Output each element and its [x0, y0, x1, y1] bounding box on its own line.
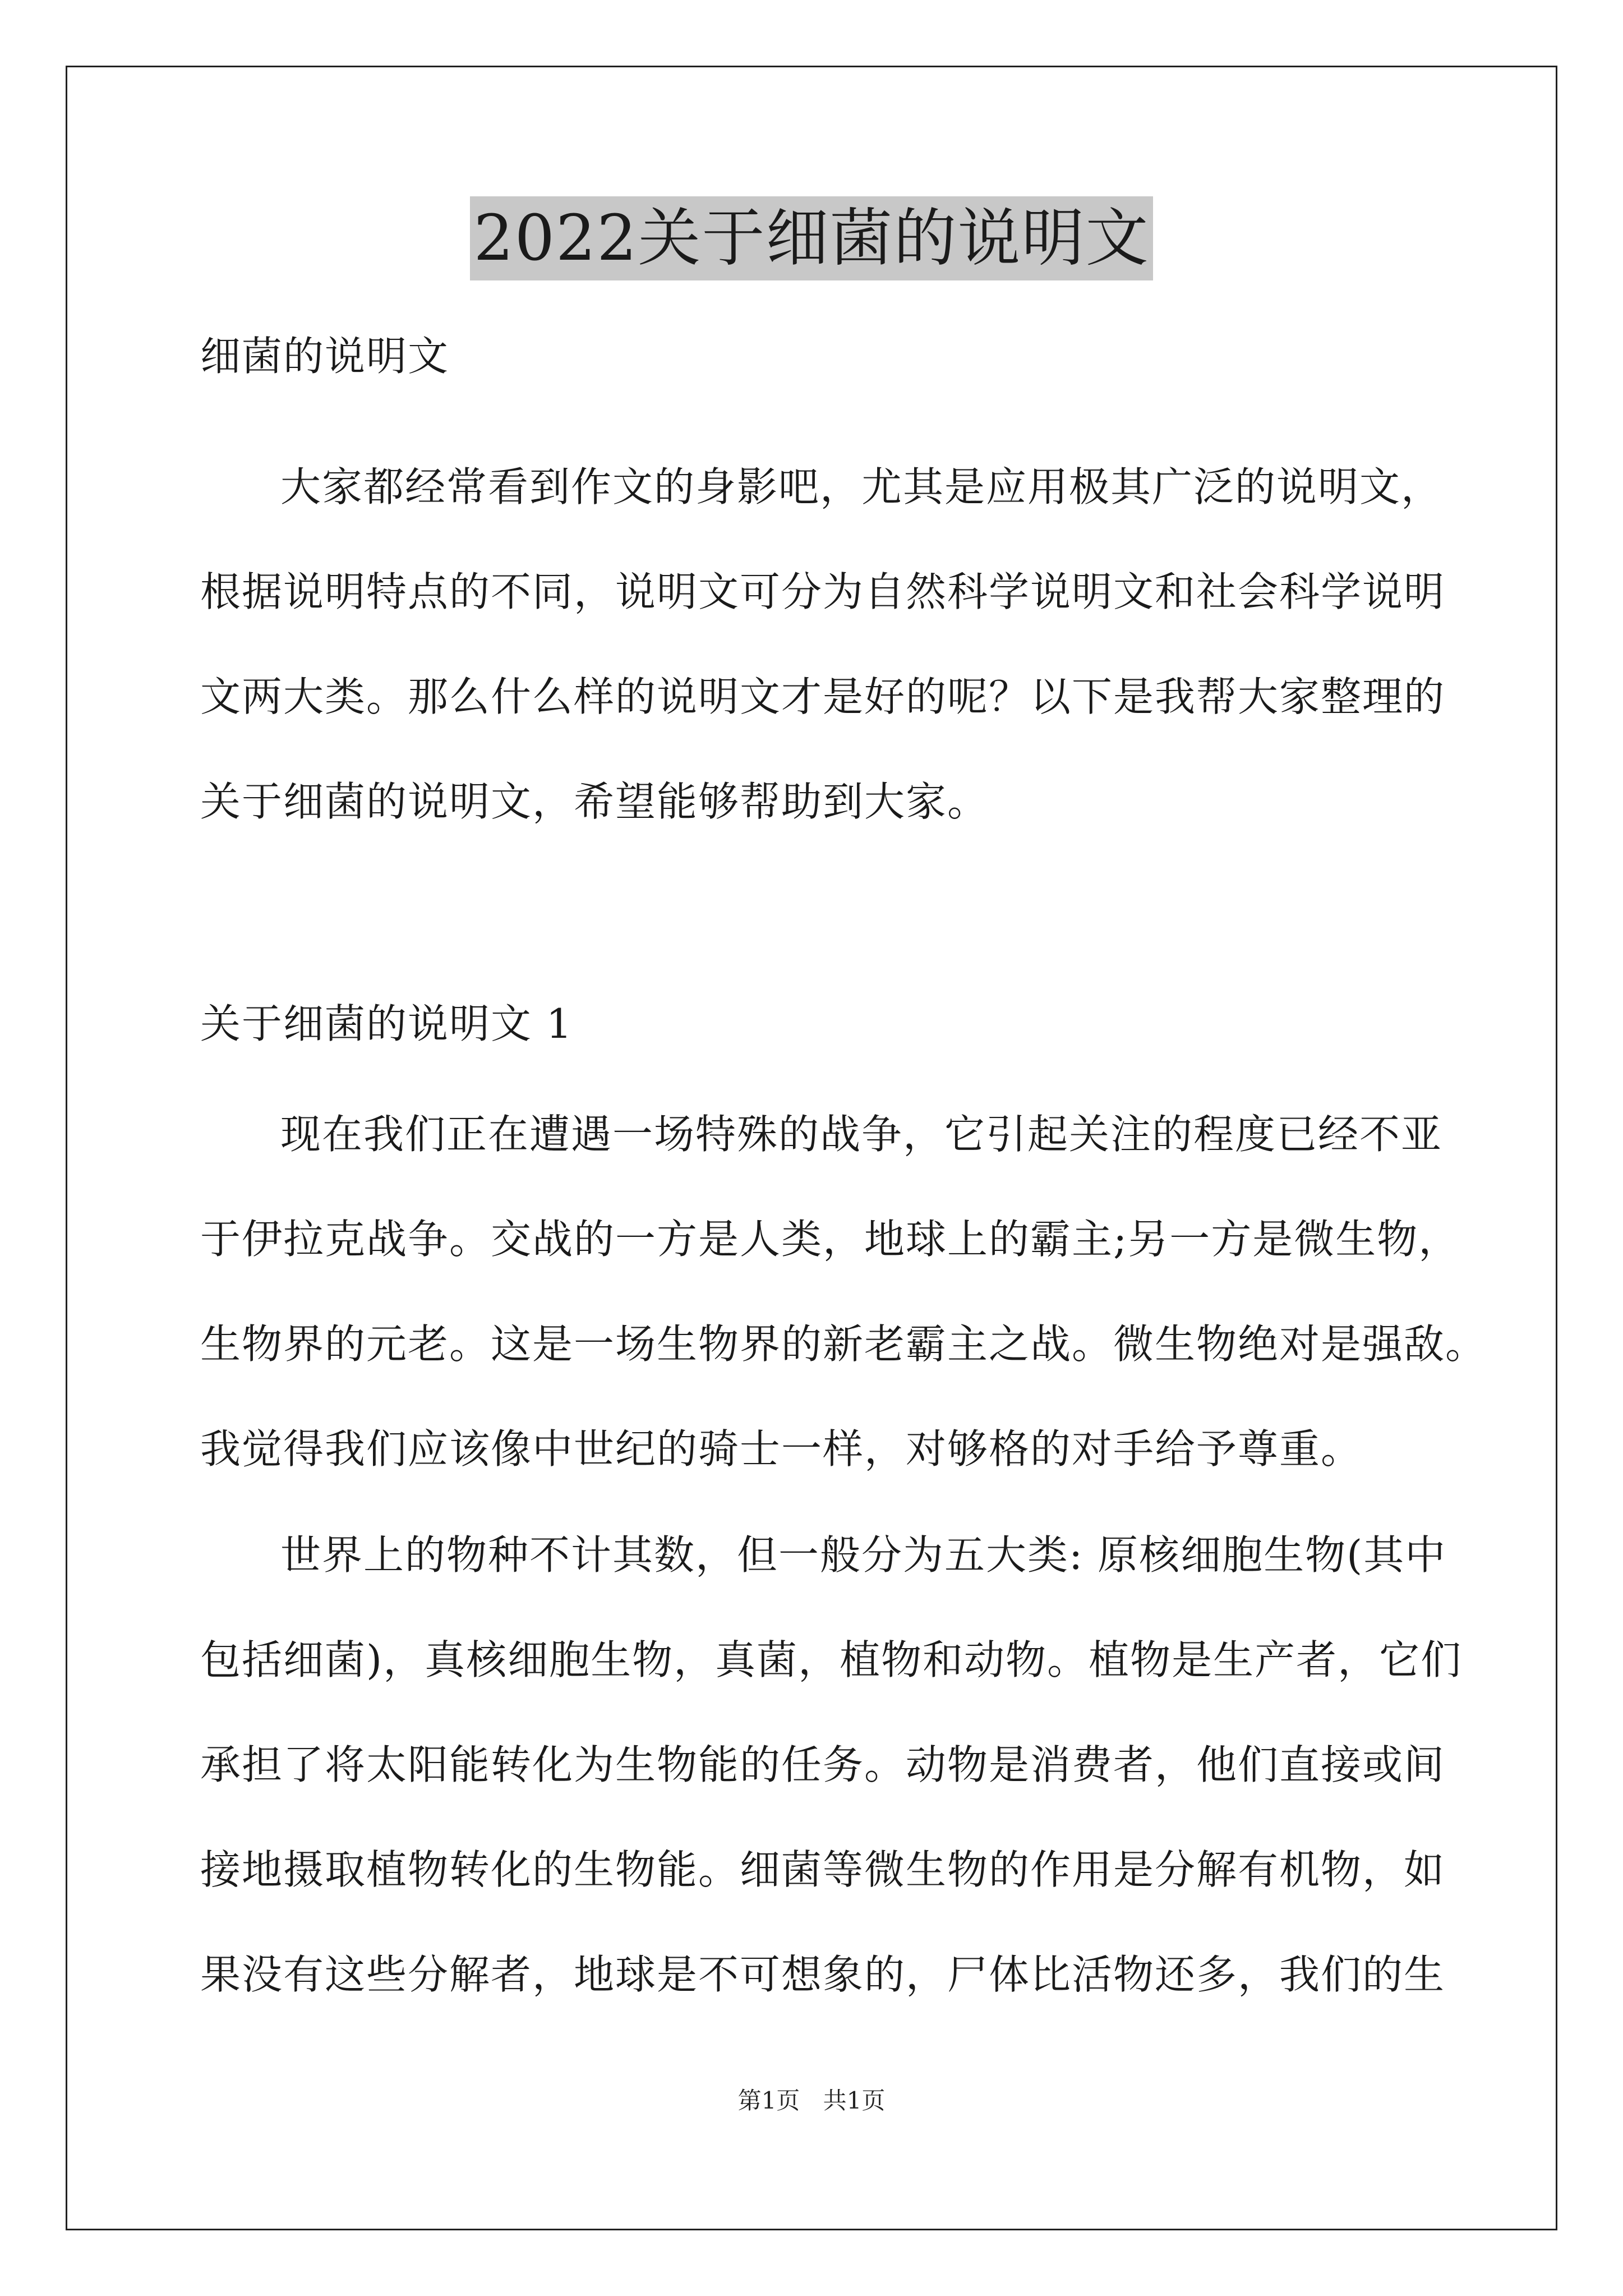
- paragraph-line: 于伊拉克战争。交战的一方是人类，地球上的霸主;另一方是微生物，: [200, 1216, 1460, 1263]
- page-total: 共1页: [823, 2087, 886, 2114]
- paragraph-line: 接地摄取植物转化的生物能。细菌等微生物的作用是分解有机物，如: [200, 1846, 1446, 1893]
- paragraph-line: 包括细菌)，真核细胞生物，真菌，植物和动物。植物是生产者，它们: [200, 1636, 1463, 1683]
- paragraph-line: 生物界的元老。这是一场生物界的新老霸主之战。微生物绝对是强敌。: [200, 1320, 1487, 1368]
- paragraph-line: 果没有这些分解者，地球是不可想象的，尸体比活物还多，我们的生: [200, 1951, 1446, 1998]
- paragraph-line: 我觉得我们应该像中世纪的骑士一样，对够格的对手给予尊重。: [200, 1425, 1363, 1473]
- section-heading-intro: 细菌的说明文: [200, 333, 450, 380]
- paragraph-line: 根据说明特点的不同，说明文可分为自然科学说明文和社会科学说明: [200, 568, 1446, 615]
- paragraph-line: 现在我们正在遭遇一场特殊的战争，它引起关注的程度已经不亚: [280, 1111, 1443, 1158]
- paragraph-line: 大家都经常看到作文的身影吧，尤其是应用极其广泛的说明文，: [280, 463, 1443, 510]
- section-heading-1: 关于细菌的说明文 1: [200, 1000, 573, 1047]
- paragraph-line: 关于细菌的说明文，希望能够帮助到大家。: [200, 778, 989, 825]
- document-title: 2022关于细菌的说明文: [470, 196, 1152, 280]
- paragraph-line: 世界上的物种不计其数，但一般分为五大类: 原核细胞生物(其中: [280, 1531, 1447, 1579]
- page-footer: [0, 2084, 1623, 2118]
- paragraph-line: 承担了将太阳能转化为生物能的任务。动物是消费者，他们直接或间: [200, 1741, 1446, 1788]
- paragraph-line: 文两大类。那么什么样的说明文才是好的呢？以下是我帮大家整理的: [200, 673, 1446, 720]
- page-number: 第1页: [737, 2087, 800, 2114]
- title-container: [0, 196, 1623, 280]
